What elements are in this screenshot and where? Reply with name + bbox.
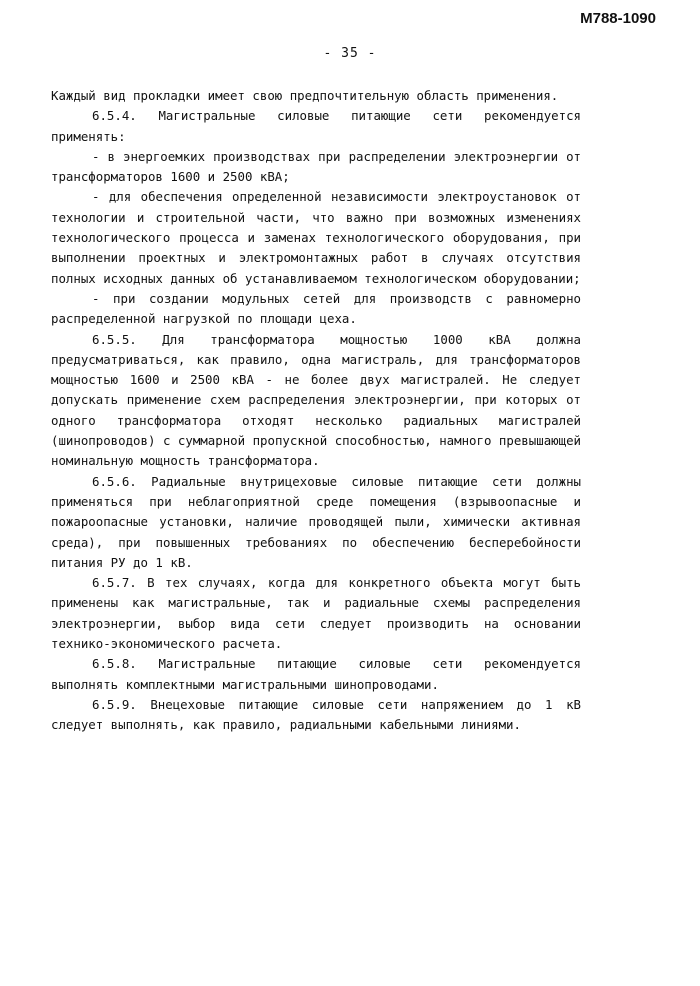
paragraph-6-5-5: 6.5.5. Для трансформатора мощностью 1000 кВА должна предусматриваться, как правило, одна магистраль, для трансформаторов мощностью 1600 и 2500 кВА - не более двух магистралей. Не следует допускать применение схем распределения электроэнергии, при которых от одного трансформатора отходят несколько радиальных магистралей (шинопроводов) с суммарной пропускной способностью, намного превышающей номинальную мощность трансформатора.: [51, 331, 581, 469]
list-item-independence: - для обеспечения определенной независимости электроустановок от технологии и строительной части, что важно при возможных изменениях технологического процесса и заменах технологического оборудования, при выполнении проектных и электромонтажных работ в случаях отсутствия полных исходных данных об устанавливаемом технологическом оборудовании;: [51, 189, 581, 286]
paragraph-6-5-9: 6.5.9. Внецеховые питающие силовые сети напряжением до 1 кВ следует выполнять, как правило, радиальными кабельными линиями.: [51, 696, 581, 733]
document-code: М788-1090: [580, 10, 656, 27]
list-item-modular-networks: - при создании модульных сетей для производств с равномерно распределенной нагрузкой по площади цеха.: [51, 290, 581, 327]
paragraph-6-5-7: 6.5.7. В тех случаях, когда для конкретного объекта могут быть применены как магистральные, так и радиальные схемы распределения электроэнергии, выбор вида сети следует производить на основании технико-экономического расчета.: [51, 575, 581, 652]
paragraph-6-5-6: 6.5.6. Радиальные внутрицеховые силовые питающие сети должны применяться при неблагоприятной среде помещения (взрывоопасные и пожароопасные установки, наличие проводящей пыли, химически активная среда), при повышенных требованиях по обеспечению бесперебойности питания РУ до 1 кВ.: [51, 473, 581, 570]
paragraph-intro: Каждый вид прокладки имеет свою предпочтительную область применения.: [51, 88, 559, 103]
paragraph-6-5-4: 6.5.4. Магистральные силовые питающие сети рекомендуется применять:: [51, 108, 581, 144]
paragraph-6-5-8: 6.5.8. Магистральные питающие силовые сети рекомендуется выполнять комплектными магистральными шинопроводами.: [51, 656, 581, 692]
page-number: - 35 -: [323, 46, 377, 61]
list-item-energy-intensive: - в энергоемких производствах при распределении электроэнергии от трансформаторов 1600 и 2500 кВА;: [51, 148, 581, 185]
document-body: [51, 86, 581, 736]
